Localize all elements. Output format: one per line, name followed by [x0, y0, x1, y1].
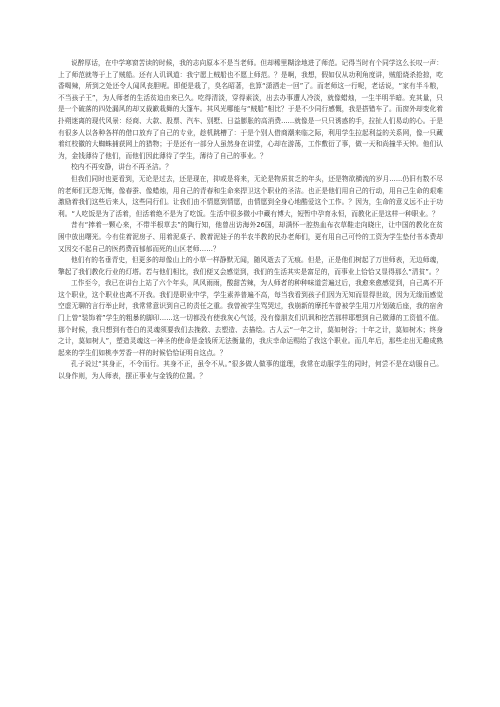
essay-body: [58, 58, 443, 383]
paragraph: 工作至今，我已在讲台上站了六个年头，风风雨雨，酸甜苦辣，为人师者的种种味道尝遍过后，我愈来愈感觉到，自己离不开这个职业，这个职业也离不开我。我们是职业中学，学生素养普遍不高，每当我看到孩子们因为无知而显得世故，因为无缘而感觉空虚无聊的言行举止时，我常常意识到自己的责任之重。我曾被学生骂哭过，我崩新的摩托车曾被学生用刀片划破后座，我的宿舍门上曾“装饰着”学生的粗暴的脚印......这一切都没有使我灰心气馁，没有像朋友们讥讽和挖苦那样耶想到自己微薄的工资值不值。那个时候，我只想到有苍白的灵魂须要我们去挽救、去塑造、去描绘。古人云“一年之计，莫如树谷；十年之计，莫如树木；终身之计，莫如树人”，塑造灵魂这一神圣的使命是金钱所无法衡量的，我庆幸命运赐给了我这个职业。而几年后，那些走出无趣成熟起来的学生们如桃李芳香一样的时候恰恰证明自这点。？: [58, 279, 443, 357]
paragraph: 但我们同时也更看到，无论是过去，还是现在，抑或是将来，无论是物质贫乏的年头，还是物欲横流的岁月......仍旧有数不尽的老师们无怨无悔，像春蚕、像蜡烛，用自己的青春和生命来捍卫这个职业的圣洁。也正是他们用自己的行动，用自己生命的艰难激励着我们这些后来人，这些同行们。让我们由不情愿到情愿，由情愿到全身心地酷爱这个工作。？因为，生命的意义远不止于功利。“人吃饭是为了活着，但活着绝不是为了吃饭。生活中很多微小中藏有博大，短暂中孕育永恒，而教化正是这样一种职业。？: [58, 174, 443, 218]
paragraph: 说醉厚话，在中学寒窗苦读的时候，我的志向原本不是当老师。但却稀里糊涂地进了师范。记得当时有个同学这么长叹一声：上了师范就等于上了贼船。还有人讥讽道：我宁愿上贼船也不愿上师范。？是啊，我想，假如仅从功利角度讲，贼船烧杀抢掠，吃香喝辣，所到之处还令人闻风丧胆呢。即便是栽了，臭名昭著，也算“潇洒走一回”了。而老师这一行呢，老话说，“家有半斗粮，不当孩子王”，为人师者的生活贫迫由来已久。吃得清淡，穿得素淡，出去办事遭人冷淡，就像蜡烛，一生半明半暗。充其量，只是一个破落的四处漏风的却又裁歉栽舞的大篷车。其风光哪能与“贼船”相比？于是不少同行感慨，我是搭错车了。而窗外却变化着扑朔迷离的现代风景：经商、大款、股票、汽车、别墅、日益膨胀的高消费......就像是一只只诱惑的手，拉扯人们易动的心。于是有很多人以各种各样的借口放弃了自己的专业，趁机跳槽了：于是个别人借商潮来临之际，利用学生拉起利益的关系网，像一只藏着红校徽的大蜘蛛捕获网上的猎物；于是还有一部分人虽然身在讲堂，心却在游荡，工作敷衍了事，做一天和尚撞半天钟。他们认为，金钱薄待了他们，而他们因此薄待了学生，薄待了自己的事业。？: [58, 59, 443, 160]
paragraph: 校内不再安静，讲台不再圣洁。？: [71, 163, 173, 172]
paragraph: 孔子说过“其身正，不令而行。其身不正，虽令不从。”很多做人做事的道理，我常在动服学生的同时，何尝不是在动服自己。以身作则，为人师表，摆正事业与金钱的位置。？: [58, 360, 443, 381]
paragraph: 他们有的名垂青史，但更多的却像山上的小草一样静默无闻，随风逝去了无痕。但是，正是他们树起了万世师表，无边师魂，擎起了我们教化行业的灯塔。若与他们相比，我们便又会感觉到，我们的生活其实是富足的，而事业上恰恰又显得那么“清贫”。？: [58, 256, 443, 276]
paragraph: 昔有“捧着一颗心来，不带半根草去”的陶行知，他曾出访海外26国，却满怀一腔热血布衣草鞋走向晓庄，让中国的教化在贫困中放出曙光。今有住着泥房子、用着泥桌子、教着泥娃子的半农半教的民办老师们，更有用自己可怜的工资为学生垫付书本费却又因交不起自己的医药费而郁郁而死的山区老师……？: [58, 221, 443, 253]
